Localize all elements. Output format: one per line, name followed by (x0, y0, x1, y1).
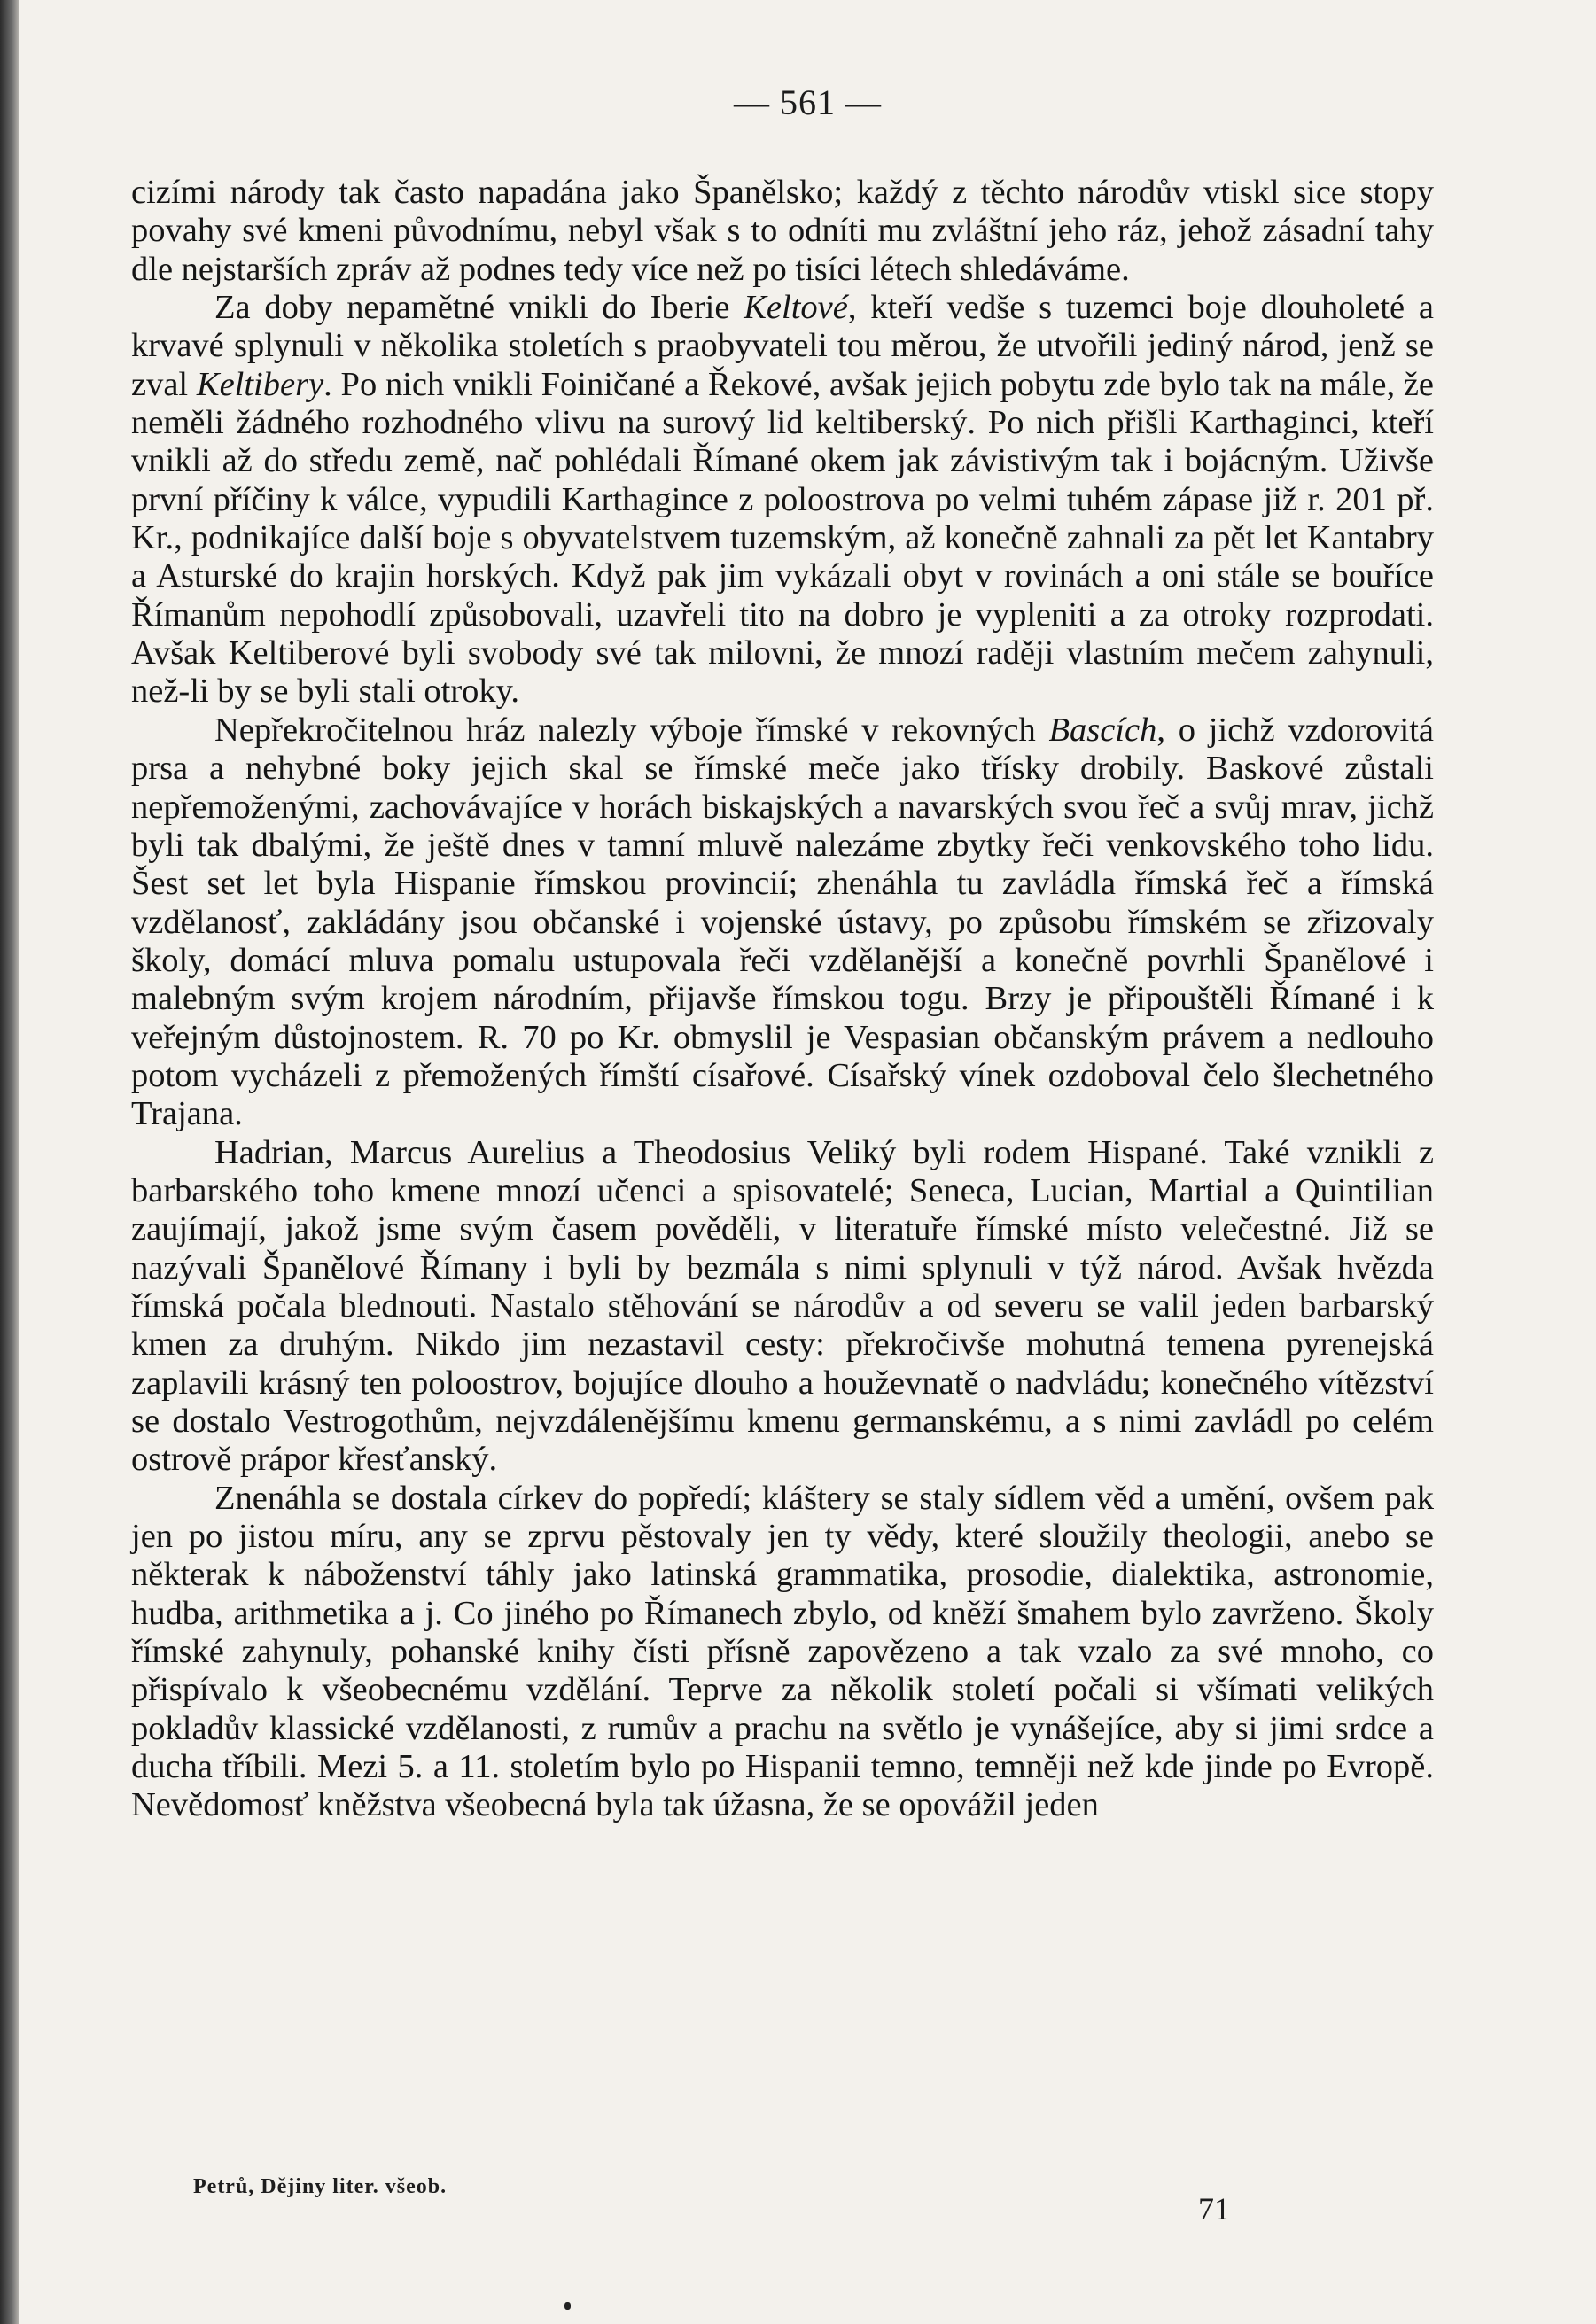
paragraph (131, 174, 1434, 289)
paragraph (131, 1480, 1434, 1825)
page-number-header: — 561 — (734, 82, 882, 122)
ink-speck (564, 2302, 571, 2310)
body-text (131, 174, 1434, 1825)
paragraph (131, 289, 1434, 711)
printer-signature: Petrů, Dějiny liter. všeob. (193, 2175, 448, 2198)
text-run: Nepřekročitelnou hráz nalezly výboje římské v rekovných (214, 711, 1049, 749)
book-spine-shadow (0, 0, 19, 2324)
text-run: Znenáhla se dostala církev do popředí; kláštery se staly sídlem věd a umění, ovšem pak jen po jistou míru, any se zprvu pěstovaly jen ty vědy, které sloužily theologii, anebo se některak k náboženství táhly jako latinská grammatika, prosodie, dialektika, astronomie, hudba, arithmetika a j. Co jiného po Římanech zbylo, od kněží šmahem bylo zavrženo. Školy římské zahynuly, pohanské knihy čísti přísně zapovězeno a tak vzalo za své mnoho, co přispívalo k všeobecnému vzdělání. Teprve za několik století počali si všímati velikých pokladův klassické vzdělanosti, z rumův a prachu na světlo je vynášejíce, aby si jimi srdce a ducha tříbili. Mezi 5. a 11. stoletím bylo po Hispanii temno, temněji než kde jinde po Evropě. Nevědomosť kněžstva všeobecná byla tak úžasna, že se opovážil jeden (131, 1479, 1434, 1824)
text-run: , kteří vedše s tuzemci boje dlouholeté a krvavé splynuli v několika stoletích s praobyvateli tou měrou, že utvořili jediný národ, jenž se zval (131, 289, 1434, 403)
italic-term: Bascích (1048, 711, 1157, 749)
text-run: , o jichž vzdorovitá prsa a nehybné boky jejich skal se římské meče jako třísky drobily. Baskové zůstali nepřemoženými, zachovávajíce v horách biskajských a navarských svou řeč a svůj mrav, jichž byli tak dbalými, že ještě dnes v tamní mluvě nalezáme zbytky řeči venkovského toho lidu. Šest set let byla Hispanie římskou provincií; zhenáhla tu zavládla římská řeč a římská vzdělanosť, zakládány jsou občanské i vojenské ústavy, po způsobu římském se zřizovaly školy, domácí mluva pomalu ustupovala řeči vzdělanější a konečně povrhli Španělové i malebným svým krojem národním, přijavše římskou togu. Brzy je připouštěli Římané i k veřejným důstojnostem. R. 70 po Kr. obmyslil je Vespasian občanským právem a nedlouho potom vycházeli z přemožených římští císařové. Císařský vínek ozdoboval čelo šlechetného Trajana. (131, 711, 1434, 1133)
text-run: Hadrian, Marcus Aurelius a Theodosius Veliký byli rodem Hispané. Také vznikli z barbarského toho kmene mnozí učenci a spisovatelé; Seneca, Lucian, Martial a Quintilian zaujímají, jakož jsme svým časem pověděli, v literatuře římské místo velečestné. Již se nazývali Španělové Římany i byli by bezmála s nimi splynuli v týž národ. Avšak hvězda římská počala blednouti. Nastalo stěhování se národův a od severu se valil jeden barbarský kmen za druhým. Nikdo jim nezastavil cesty: překročivše mohutná temena pyrenejská zaplavili krásný ten poloostrov, bojujíce dlouho a houževnatě o nadvládu; konečného vítězství se dostalo Vestrogothům, nejvzdálenějšímu kmenu germanskému, a s nimi zavládl po celém ostrově prápor křesťanský. (131, 1133, 1434, 1479)
book-page (19, 0, 1596, 2324)
paragraph (131, 711, 1434, 1134)
italic-term: Keltibery (196, 365, 324, 403)
text-run: . Po nich vnikli Foiničané a Řekové, avšak jejich pobytu zde bylo tak na mále, že neměli žádného rozhodného vlivu na surový lid keltiberský. Po nich přišli Karthaginci, kteří vnikli až do středu země, nač pohlédali Římané okem jak závistivým tak i bojácným. Uživše první příčiny k válce, vypudili Karthagince z poloostrova po velmi tuhém zápase již r. 201 př. Kr., podnikajíce další boje s obyvatelstvem tuzemským, až konečně zahnali za pět let Kantabry a Asturské do krajin horských. Když pak jim vykázali obyt v rovinách a oni stále se bouříce Římanům nepohodlí způsobovali, uzavřeli tito na dobro je vypleniti a za otroky rozprodati. Avšak Keltiberové byli svobody své tak milovni, že mnozí raději vlastním mečem zahynuli, než-li by se byli stali otroky. (131, 365, 1435, 711)
text-run: Za doby nepamětné vnikli do Iberie (214, 289, 744, 327)
paragraph (131, 1134, 1434, 1480)
italic-term: Keltové (744, 289, 848, 327)
signature-number: 71 (1198, 2191, 1230, 2227)
text-run: cizími národy tak často napadána jako Španělsko; každý z těchto národův vtiskl sice stopy povahy své kmeni původnímu, nebyl však s to odníti mu zvláštní jeho ráz, jehož zásadní tahy dle nejstarších zpráv až podnes tedy více než po tisíci létech shledáváme. (131, 174, 1434, 288)
